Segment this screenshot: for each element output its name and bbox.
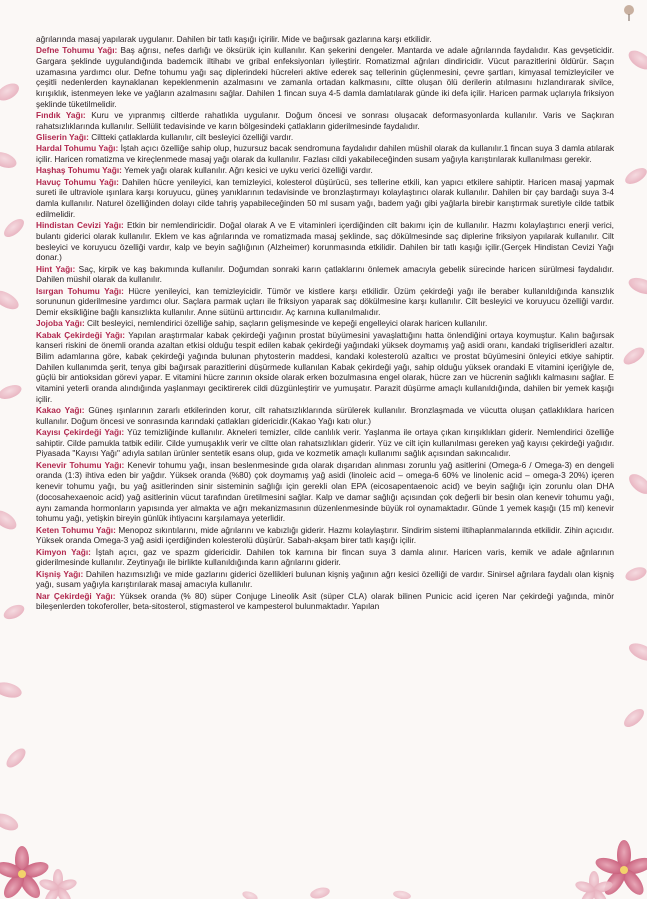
- entry-text: Ciltteki çatlaklarda kullanılır, cilt besleyici özelliği vardır.: [91, 132, 294, 143]
- entry-title: Haşhaş Tohumu Yağı:: [36, 165, 122, 176]
- entry-title: Kakao Yağı:: [36, 405, 85, 416]
- entry-text: Baş ağrısı, nefes darlığı ve öksürük için kullanılır. Kan şekerini dengeler. Mantarda ve adale ağrılarında faydalıdır. Kas gevşeticidir. Gargara şeklinde uygulandığında bademcik iltihabı ve gribal enfeksiyonları iyileştirir. Romatizmal ağrıları dindiricidir. Vücut parazitlerini öldürür. Saçın uzamasına yardımcı olur. Defne tohumu yağı saç diplerindeki hücreleri aktive ederek saç tellerinin güçlenmesini, çevre şartları, kimyasal temizleyiciler ve çeşitli nedenlerden kaynaklanan kepeklenmenin azalmasını ve zamanla ortadan kalkmasını, ciltte oluşan ölü derilerin atılmasını hızlandırarak sivilce, kırışıklık, istenmeyen leke ve yağların azalmasını sağlar. Dahilen 1 fincan suya 4-5 damla damlatılarak günde iki defa içilir. Haricen parmak uçlarıyla friksiyon şeklinde tüketilmelidir.: [36, 45, 614, 109]
- entry-title: Nar Çekirdeği Yağı:: [36, 590, 116, 601]
- entry-title: Gliserin Yağı:: [36, 132, 89, 143]
- entry-defne: [36, 45, 614, 109]
- entry-title: Kayısı Çekirdeği Yağı:: [36, 427, 125, 438]
- entry-text: Kuru ve yıpranmış ciltlerde rahatlıkla uygulanır. Doğum öncesi ve sonrası oluşacak deformasyonlarda kullanılır. Varis ve Saçkıran rahatsızlıklarında kullanılır. Sellülit tedavisinde ve karın bölgesindeki çatlakların giderilmesinde faydalıdır.: [36, 110, 614, 131]
- entry-continued: [36, 34, 614, 45]
- entry-kabak: [36, 330, 614, 405]
- entry-text: İştah açıcı, gaz ve spazm gidericidir. Dahilen tok karnına bir fincan suya 3 damla alınır. Haricen varis, kemik ve adale ağrılarının giderilmesinde kullanılır. Zeytinyağı ile birlikte kullanıldığında karın ağrılarını giderir.: [36, 546, 614, 568]
- entry-text: Dahilen hazımsızlığı ve mide gazlarını giderici özellikleri bulunan kişniş yağının ağrı kesici özelliği de vardır. Sinirsel ağrılara faydalı olan kişniş yağı, susam yağıyla karıştırılarak masaj amacıyla kullanılır.: [36, 568, 614, 590]
- entry-title: Keten Tohumu Yağı:: [36, 524, 116, 535]
- entry-nar: [36, 591, 614, 612]
- entry-title: Fındık Yağı:: [36, 110, 86, 121]
- entry-title: Hindistan Cevizi Yağı:: [36, 220, 124, 231]
- entry-hashas: [36, 165, 614, 176]
- entry-title: Isırgan Tohumu Yağı:: [36, 285, 124, 296]
- entry-hint: [36, 264, 614, 285]
- entry-kayisi: [36, 427, 614, 459]
- entry-text: ağrılarında masaj yapılarak uygulanır. Dahilen bir tatlı kaşığı içirilir. Mide ve bağırsak gazlarına karşı etkilidir.: [36, 34, 432, 44]
- entry-isirgan: [36, 286, 614, 318]
- entry-text: Menopoz sıkıntılarını, mide ağrılarını ve kabızlığı giderir. Hazmı kolaylaştırır. Sindirim sistemi iltihaplanmalarında etkilidir. Zihin açıcıdır. Yüksek oranda Omega-3 yağ asidi içerdiğinden kolesterolü düşürür. Sabah-akşam birer tatlı kaşığı içilir.: [36, 524, 614, 546]
- entry-title: Kabak Çekirdeği Yağı:: [36, 329, 126, 340]
- entry-title: Kenevir Tohumu Yağı:: [36, 459, 125, 470]
- entry-title: Hardal Tohumu Yağı:: [36, 143, 119, 154]
- entry-text: Hücre yenileyici, kan temizleyicidir. Tümör ve kistlere karşı etkilidir. Üzüm çekirdeği yağı ile beraber kullanıldığında kansızlık sorununun giderilmesine yardımcı olur. Saçlara parmak uçları ile friksiyon yaparak saç dökülmesine karşı kullanılır. Cilt besleyici ve koruyucu özelliği vardır. Demir eksikliğine bağlı kansızlıkta kullanılır. Anne sütünü arttırıcıdır. Aç karnına kullanılmalıdır.: [36, 285, 614, 317]
- entry-title: Kimyon Yağı:: [36, 546, 91, 557]
- entry-keten: [36, 525, 614, 546]
- entry-text: İştah açıcı özelliğe sahip olup, huzursuz bacak sendromuna faydalıdır dahilen müshil olarak da kullanılır.1 fincan suya 3 damla atılarak içilir. Haricen romatizma ve kireçlenmede masaj yağı olarak da kullanılır. Fazlası cildi yakabileceğinden susam yağıyla karıştırılarak kullanılması gerekir.: [36, 143, 614, 165]
- entry-title: Defne Tohumu Yağı:: [36, 45, 118, 56]
- entry-text: Cilt besleyici, nemlendirici özelliğe sahip, saçların gelişmesinde ve kepeği engelleyici olarak haricen kullanılır.: [87, 318, 488, 329]
- entry-hardal: [36, 143, 614, 164]
- entry-kakao: [36, 405, 614, 426]
- document-body: [36, 34, 614, 892]
- entry-text: Yüksek oranda (% 80) süper Conjuge Lineolik Asit (süper CLA) olarak bilinen Punicic acid içeren Nar çekirdeği yağında, minör bileşenlerden tokoferoller, beta-sitosterol, stigmasterol ve kampesterol bulunmaktadır. Yapılan: [36, 590, 614, 612]
- entry-title: Havuç Tohumu Yağı:: [36, 176, 119, 187]
- entry-kenevir: [36, 460, 614, 524]
- entry-gliserin: [36, 132, 614, 143]
- entry-text: Yemek yağı olarak kullanılır. Ağrı kesici ve uyku verici özelliği vardır.: [124, 165, 373, 176]
- entry-text: Etkin bir nemlendiricidir. Doğal olarak A ve E vitaminleri içerdiğinden cilt bakımı için de kullanılır. Hazmı kolaylaştırıcı enerji verici, bulantı giderici olarak kullanılır. Eklem ve kas ağrılarında ve romatizmada masaj şeklinde, saç dökülmesinde saç diplerine friksiyon yapılarak kullanılır. Cilt besleyici ve koruyucu özelliği vardır, kalp ve beyin sağlığının (Alzheimer) korunmasında etkilidir. Dahilen bir tatlı kaşığı içilir.(Gerçek Hindistan Cevizi Yağı donar.): [36, 220, 614, 263]
- entry-havuc: [36, 177, 614, 220]
- entry-text: Dahilen hücre yenileyici, kan temizleyici, kolesterol düşürücü, ses tellerine etkili, kan yapıcı etkilere sahiptir. Haricen masaj yapmak sureti ile ultraviole ışınlara karşı koruyucu, güneş yanıklarının tedavisinde ve bronzlaştırmayı kolaylaştırıcı olarak kullanılır. Dahilen bir çay bardağı suya 3-4 damla kullanılır. Naturel özelliğinden dolayı cilde tahriş yapabileceğinden 50 ml susam yağı, badem yağı gibi yağlarla birebir karıştırmak suretiyle cilde tatbik edilmelidir.: [36, 176, 614, 219]
- entry-kisnis: [36, 569, 614, 590]
- entry-text: Kenevir tohumu yağı, insan beslenmesinde gıda olarak dışarıdan alınması zorunlu yağ asitlerini (Omega-6 / Omega-3) en dengeli oranda (1:3) ihtiva eden bir yağdır. Yüksek oranda (%80) çok doymamış yağ asidi (linoleic acid – omega-6 60% ve linolenic acid – omega-3 20%) içeren kenevir tohumu yağı, bu yağ asitlerinden sinir sisteminin sağlığı için gerekli olan EPA (eicosapentaenoic acid) ve beyin sağlığı için zorunlu olan DHA (docosahexaenoic acid) yağ asitlerinin vücut tarafından üretilmesini sağlar. Kalp ve damar sağlığı açısından çok değerli bir besin olan kenevir tohumu yağı, aynı zamanda hormonların yapısında yer almakta ve ağrı mekanizmasının düzenlenmesinde büyük rol oynamaktadır. Günde 1 yemek kaşığı (15 ml) kenevir tohumu yağı, yetişkin bireyin günlük ihtiyacını karşılamaya yeterlidir.: [36, 459, 614, 524]
- entry-kimyon: [36, 547, 614, 568]
- entry-text: Yüz temizliğinde kullanılır. Akneleri temizler, cilde canlılık verir. Yaşlanma ile ortaya çıkan kırışıklıkları giderir. Nemlendirici özelliğe sahiptir. Cilde pamukla tatbik edilir. Cilde yumuşaklık verir ve ciltte olan rahatsızlıkları giderir. Yüz ve cilt için kullanılması gereken yağ kayısı çekirdeği yağıdır. Piyasada "Kayısı Yağı" adıyla satılan ürünler sentetik esans olup, gıda ve kozmetik amaçlı kullanımı sağlık açısından sakıncalıdır.: [36, 427, 614, 459]
- push-pin-icon: [622, 4, 636, 22]
- entry-hindistan-cevizi: [36, 220, 614, 263]
- entry-title: Jojoba Yağı:: [36, 318, 85, 329]
- entry-findik: [36, 110, 614, 131]
- entry-jojoba: [36, 318, 614, 329]
- entry-text: Güneş ışınlarının zararlı etkilerinden korur, cilt rahatsızlıklarında sürülerek kullanılır. Bronzlaşmada ve vücutta oluşan çatlaklıklara haricen kullanılır. Doğum öncesi ve sonrasında karındaki çatlakları gidericidir.(Kakao Yağı katı olur.): [36, 405, 614, 426]
- entry-text: Yapılan araştırmalar kabak çekirdeği yağının prostat büyümesini yavaşlattığını hatta önlendiğini ortaya koymuştur. Kalın bağırsak kanseri riskini de önemli oranda azaltan etkisi olduğu tespit edilen kabak çekirdeği yağındaki yüksek doymamış yağ asidi oranı, kandaki trigliseridleri azaltır. Bilim adamlarına göre, kabak çekirdeği yağında bulunan phytosterin maddesi, kandaki kolesterolü azaltıcı ve prostat büyümesini önleyici etkiye sahiptir. Dahilen kullanımda şerit, tenya gibi bağırsak parazitlerini düşürmede kullanılan Kabak çekirdeği yağı, sahip olduğu yüksek orandaki E vitamini içeriğiyle de, güçlü bir antioksidan görevi yapar. E vitamini hücre zarının okside olarak erken bozulmasına engel olarak, hücre zarı ve hücrenin sağlıklı kalmasını sağlar. E vitamini yeterli oranda alındığında yaşlanmayı geciktirerek cildi düzgünleştirir ve yumuşatır. Parazit düşürme amaçlı kullanıldığında, dahilen bir yemek kaşığı içilir.: [36, 329, 614, 404]
- entry-title: Kişniş Yağı:: [36, 568, 84, 579]
- entry-title: Hint Yağı:: [36, 263, 76, 274]
- entry-text: Saç, kirpik ve kaş bakımında kullanılır. Doğumdan sonraki karın çatlaklarını önlemek amacıyla gebelik sürecinde haricen sürülmesi faydalıdır. Dahilen müshil olarak da kullanılır.: [36, 263, 614, 285]
